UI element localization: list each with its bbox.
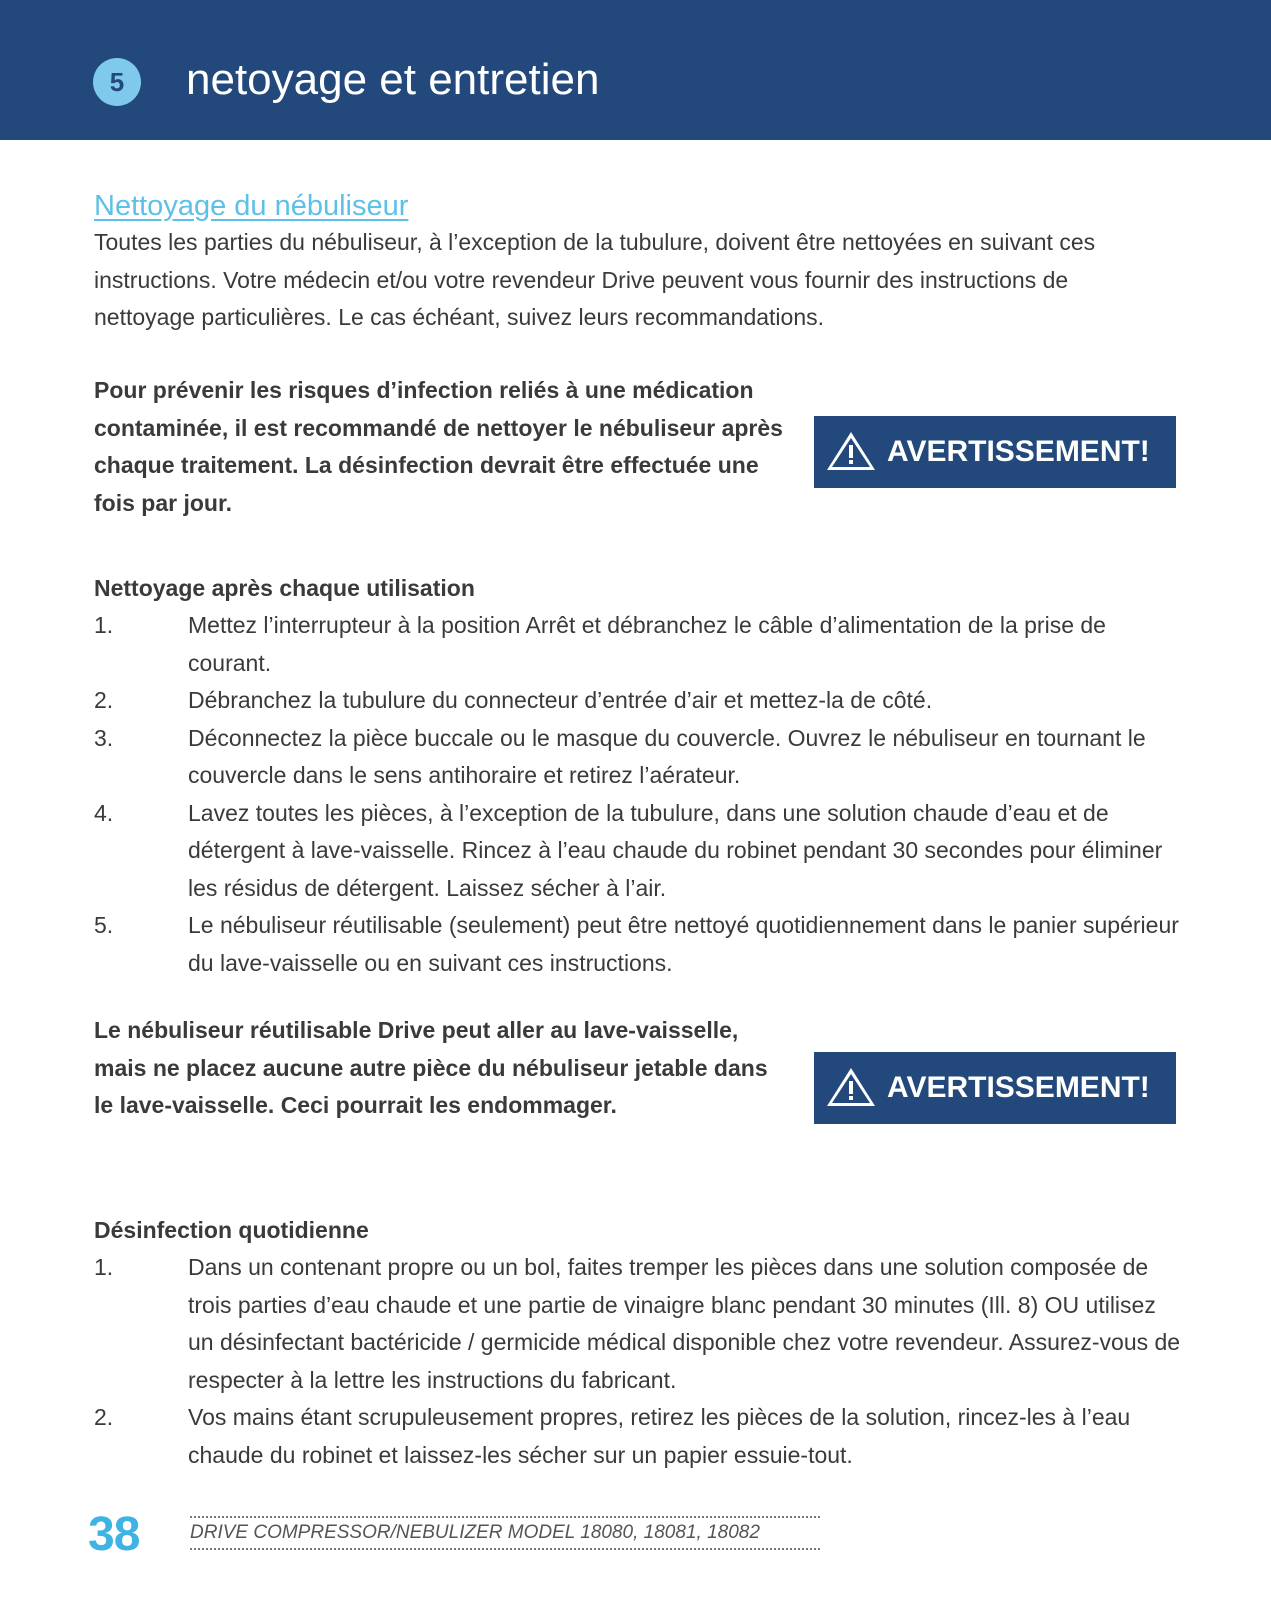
list-item bbox=[94, 1399, 1184, 1474]
warning-2-label: AVERTISSEMENT! bbox=[887, 1071, 1150, 1104]
chapter-header bbox=[0, 0, 1271, 140]
step-number: 5. bbox=[94, 912, 114, 938]
warning-1-text: Pour prévenir les risques d’infection reliés à une médication contaminée, il est recommandé de nettoyer le nébuliseur après chaque traitement. La désinfection devrait être effectuée une fois par jour. bbox=[94, 377, 783, 516]
chapter-title: netoyage et entretien bbox=[186, 55, 600, 104]
list-item bbox=[94, 1249, 1184, 1399]
chapter-number-badge: 5 bbox=[93, 58, 141, 106]
list-item bbox=[94, 682, 1184, 720]
step-text: Lavez toutes les pièces, à l’exception de la tubulure, dans une solution chaude d’eau et de détergent à lave-vaisselle. Rincez à l’eau chaude du robinet pendant 30 secondes pour éliminer les résidus de détergent. Laissez sécher à l’air. bbox=[188, 799, 1163, 901]
footer-model-text: DRIVE COMPRESSOR/NEBULIZER MODEL 18080, 18081, 18082 bbox=[190, 1516, 820, 1550]
warning-2-text: Le nébuliseur réutilisable Drive peut aller au lave-vaisselle, mais ne placez aucune autre pièce du nébuliseur jetable dans le lave-vaisselle. Ceci pourrait les endommager. bbox=[94, 1017, 768, 1118]
step-number: 4. bbox=[94, 799, 114, 826]
cleaning-title: Nettoyage après chaque utilisation bbox=[94, 575, 475, 601]
list-item bbox=[94, 907, 1184, 982]
step-text: Déconnectez la pièce buccale ou le masque du couvercle. Ouvrez le nébuliseur en tournant le couvercle dans le sens antihoraire et retirez l’aérateur. bbox=[188, 724, 1146, 788]
section-heading: Nettoyage du nébuliseur bbox=[94, 190, 409, 222]
warning-1-label: AVERTISSEMENT! bbox=[887, 435, 1150, 468]
list-item bbox=[94, 607, 1184, 682]
disinfection-steps-list bbox=[94, 1249, 1184, 1474]
step-text: Mettez l’interrupteur à la position Arrêt et débranchez le câble d’alimentation de la prise de courant. bbox=[188, 612, 1106, 676]
warning-2-badge bbox=[814, 1052, 1176, 1124]
step-text: Dans un contenant propre ou un bol, faites tremper les pièces dans une solution composée de trois parties d’eau chaude et une partie de vinaigre blanc pendant 30 minutes (Ill. 8) OU utilisez un désinfectant bactéricide / germicide médical disponible chez votre revendeur. Assurez-vous de respecter à la lettre les instructions du fabricant. bbox=[188, 1254, 1181, 1393]
step-text: Débranchez la tubulure du connecteur d’entrée d’air et mettez-la de côté. bbox=[188, 687, 933, 713]
step-number: 2. bbox=[94, 687, 114, 713]
disinfection-title: Désinfection quotidienne bbox=[94, 1217, 369, 1243]
step-number: 1. bbox=[94, 612, 114, 638]
warning-triangle-icon bbox=[824, 1065, 878, 1109]
list-item bbox=[94, 795, 1184, 908]
step-number: 2. bbox=[94, 1404, 114, 1430]
step-text: Vos mains étant scrupuleusement propres, retirez les pièces de la solution, rincez-les à l’eau chaude du robinet et laissez-les sécher sur un papier essuie-tout. bbox=[188, 1404, 1131, 1468]
cleaning-steps-list bbox=[94, 607, 1184, 982]
step-number: 1. bbox=[94, 1254, 114, 1280]
intro-paragraph: Toutes les parties du nébuliseur, à l’exception de la tubulure, doivent être nettoyées en suivant ces instructions. Votre médecin et/ou votre revendeur Drive peuvent vous fournir des instructions de nettoyage particulières. Le cas échéant, suivez leurs recommandations. bbox=[94, 229, 1096, 330]
page-number: 38 bbox=[88, 1508, 140, 1561]
step-text: Le nébuliseur réutilisable (seulement) peut être nettoyé quotidiennement dans le panier supérieur du lave-vaisselle ou en suivant ces instructions. bbox=[188, 912, 1179, 976]
list-item bbox=[94, 720, 1184, 795]
step-number: 3. bbox=[94, 724, 114, 751]
warning-1-badge bbox=[814, 416, 1176, 488]
warning-triangle-icon bbox=[824, 429, 878, 473]
